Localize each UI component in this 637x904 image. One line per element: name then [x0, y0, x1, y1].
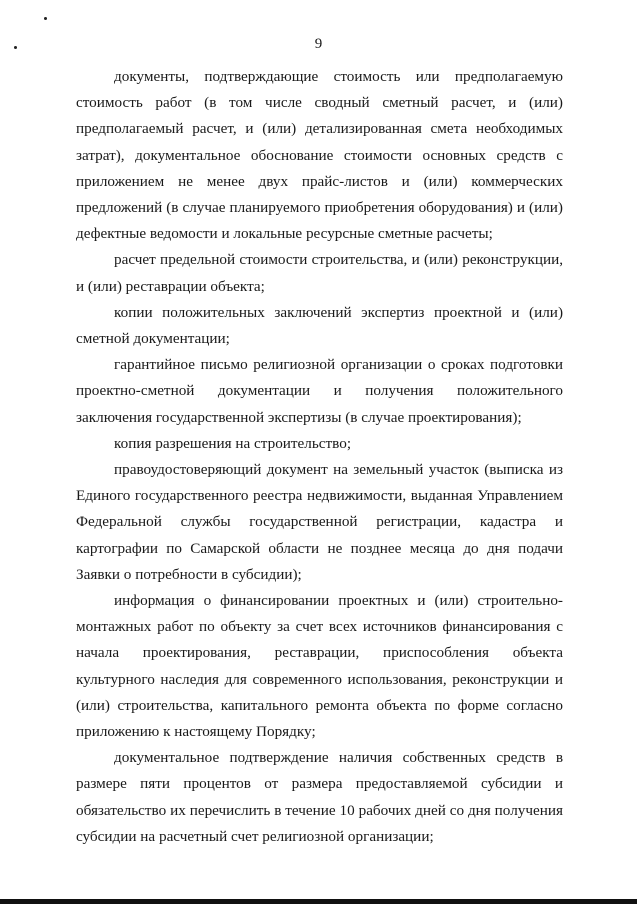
scan-bottom-edge: [0, 899, 637, 904]
paragraph: правоудостоверяющий документ на земельный участок (выписка из Единого государственного реестра недвижимости, выданная Управлением Федеральной службы государственной регистрации, кадастра и картографии по Самарской области не позднее месяца до дня подачи Заявки о потребности в субсидии);: [76, 461, 563, 583]
paragraph: документы, подтверждающие стоимость или предполагаемую стоимость работ (в том числе сводный сметный расчет, и (или) предполагаемый расчет, и (или) детализированная смета необходимых затрат), документальное обоснование стоимости основных средств с приложением не менее двух прайс-листов и (или) коммерческих предложений (в случае планируемого приобретения оборудования) и (или) дефектные ведомости и локальные ресурсные сметные расчеты;: [76, 68, 563, 243]
paragraph: документальное подтверждение наличия собственных средств в размере пяти процентов от размера предоставляемой субсидии и обязательство их перечислить в течение 10 рабочих дней со дня получения субсидии на расчетный счет религиозной организации;: [76, 749, 563, 845]
document-body: [76, 64, 563, 850]
scan-speck: [44, 17, 47, 20]
paragraph: информация о финансировании проектных и (или) строительно-монтажных работ по объекту за счет всех источников финансирования с начала проектирования, реставрации, приспособления объекта культурного наследия для современного использования, реконструкции и (или) строительства, капитального ремонта объекта по форме согласно приложению к настоящему Порядку;: [76, 592, 563, 741]
paragraph: копии положительных заключений экспертиз проектной и (или) сметной документации;: [76, 303, 563, 348]
paragraph: копия разрешения на строительство;: [114, 434, 352, 452]
page-number: 9: [314, 36, 323, 52]
paragraph: гарантийное письмо религиозной организации о сроках подготовки проектно-сметной документации и получения положительного заключения государственной экспертизы (в случае проектирования);: [76, 356, 563, 426]
paragraph: расчет предельной стоимости строительства, и (или) реконструкции, и (или) реставрации объекта;: [76, 251, 563, 295]
